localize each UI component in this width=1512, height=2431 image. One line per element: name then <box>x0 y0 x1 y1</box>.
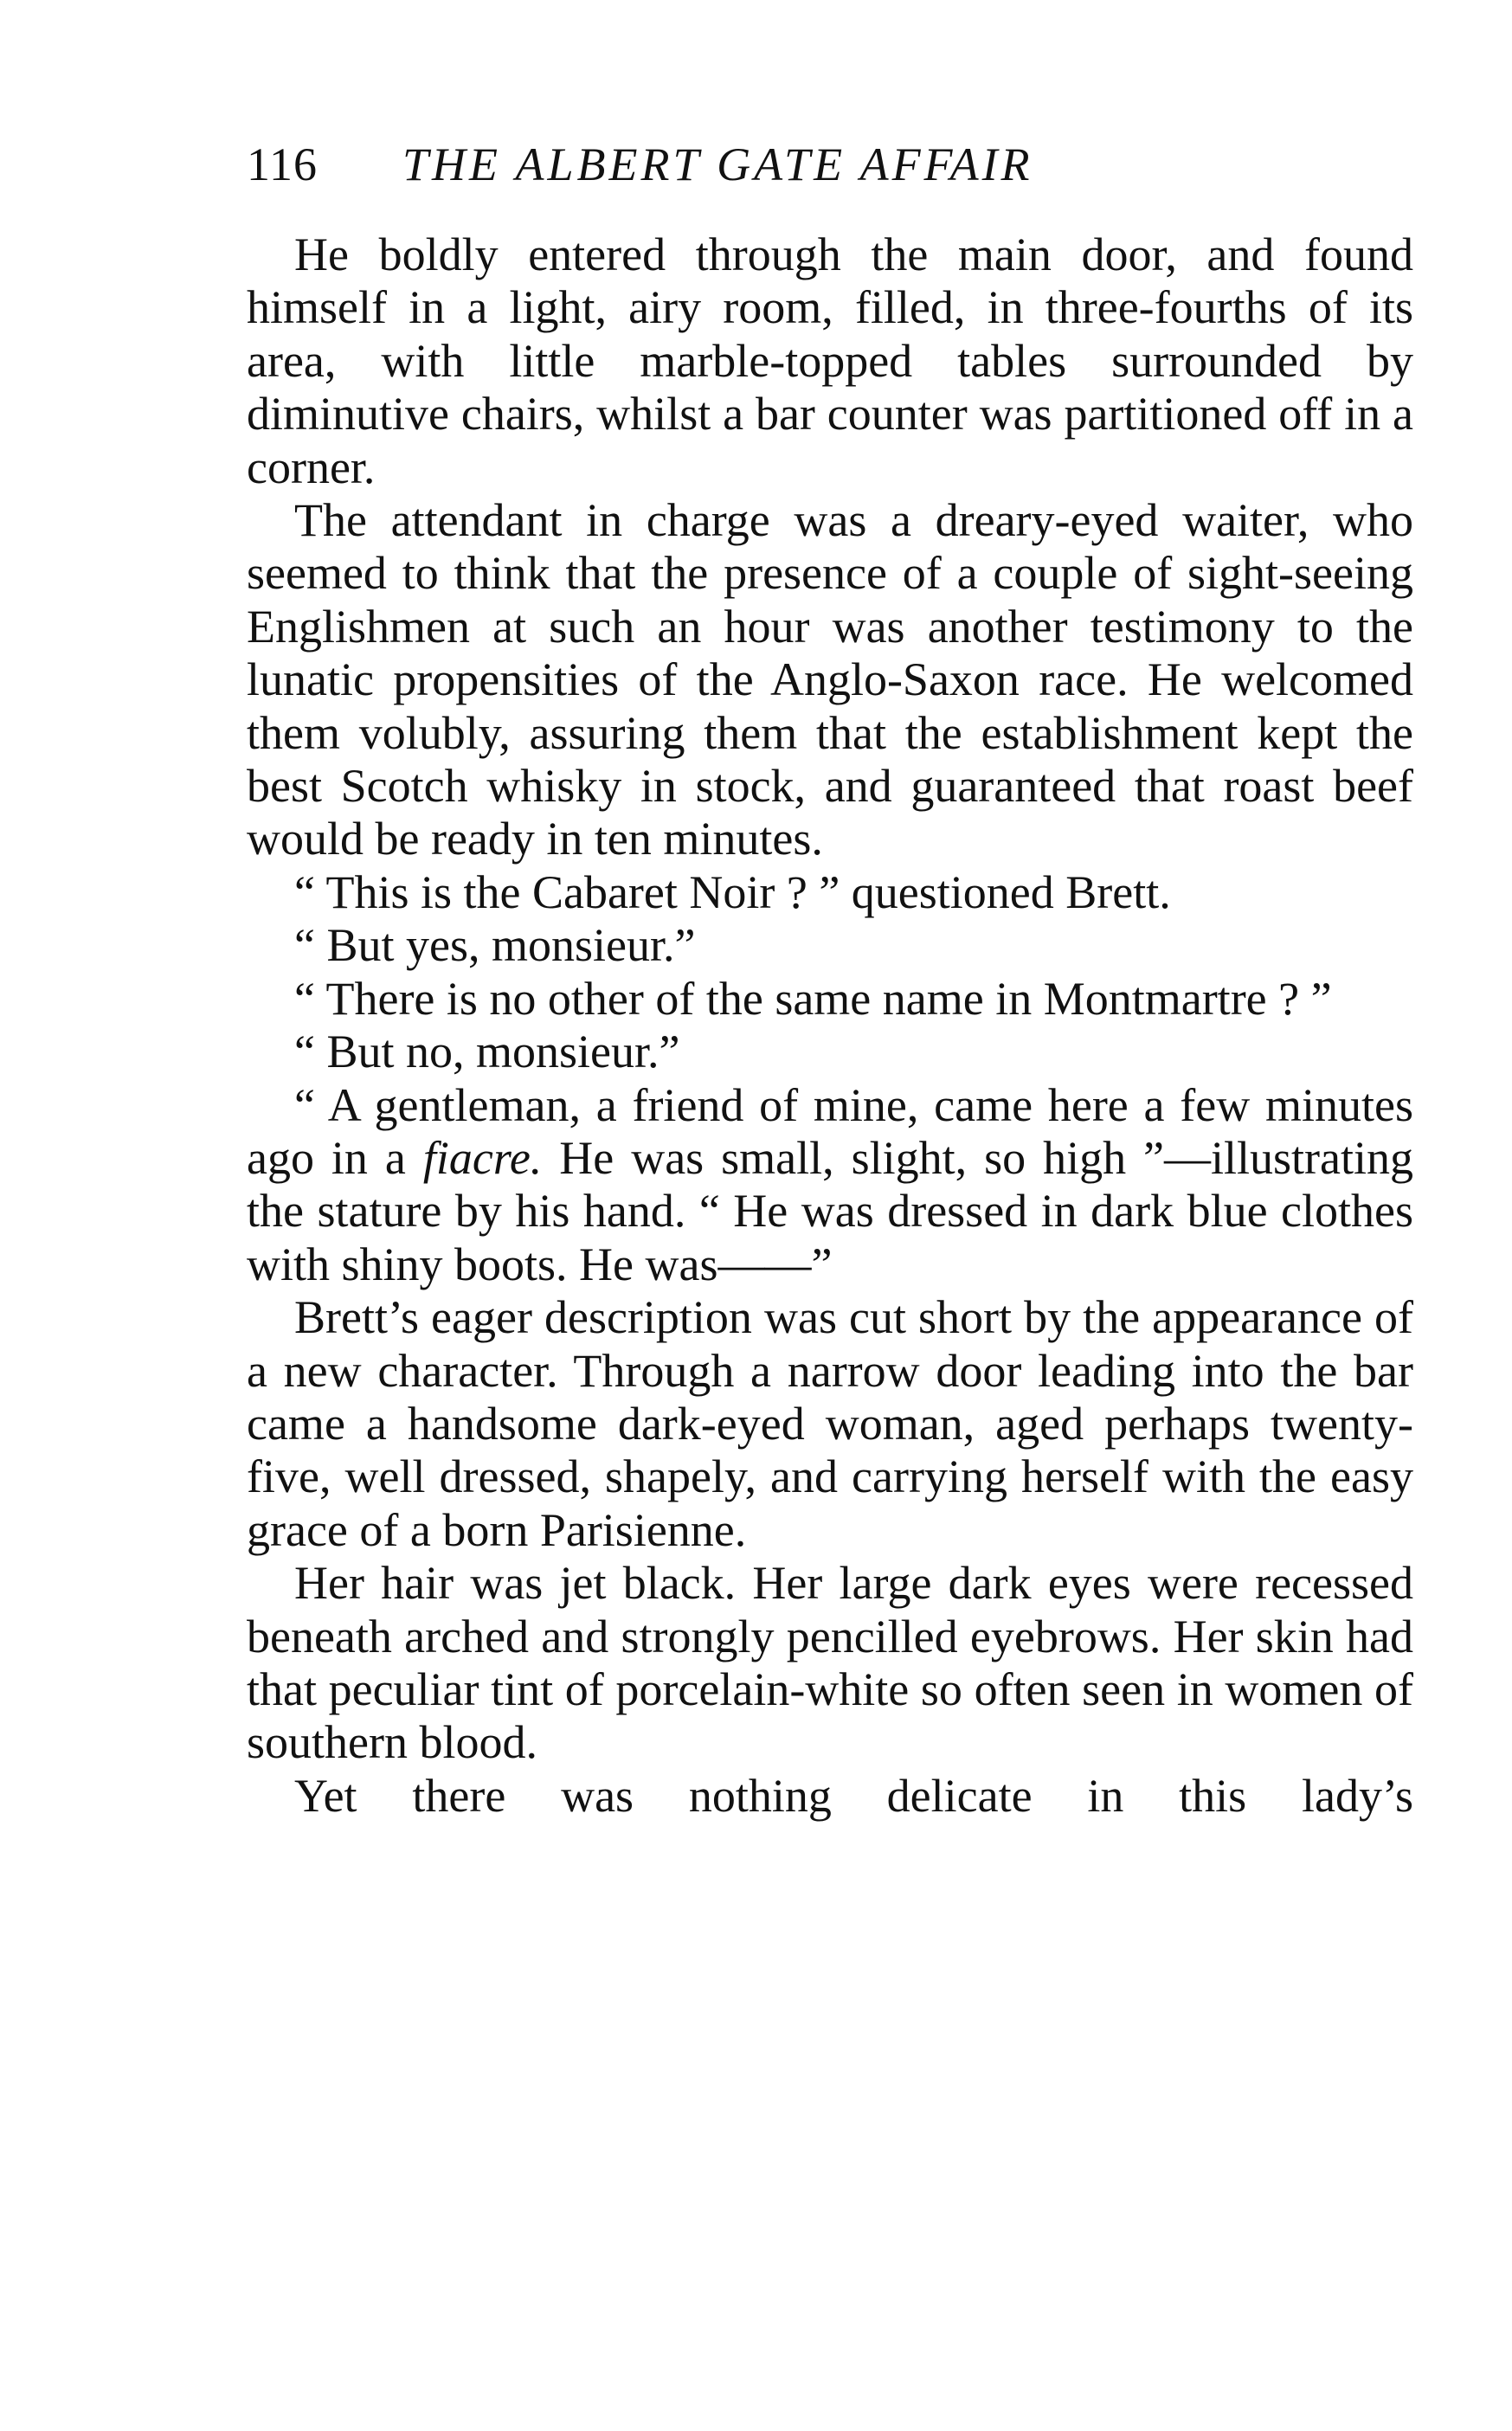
paragraph-continuing: Yet there was nothing delicate in this lady’s <box>294 1769 1413 1822</box>
gentleman-description-end: He was small, slight, so high ”—illustrating the stature by his hand. “ He was dressed in dark blue clothes with shiny boots. He was——” <box>247 1131 1413 1290</box>
page-header <box>247 130 1251 199</box>
dialogue-same-name-question: “ There is no other of the same name in Montmartre ? ” <box>294 972 1332 1025</box>
dialogue-but-yes: “ But yes, monsieur.” <box>294 919 696 972</box>
italic-word-fiacre: fiacre. <box>422 1131 543 1184</box>
dialogue-cabaret-noir-question: “ This is the Cabaret Noir ? ” questioned Brett. <box>294 865 1171 918</box>
gentleman-description-start: “ A gentleman, a friend of mine, came here a few minutes ago in a <box>247 1078 1413 1184</box>
running-title: THE ALBERT GATE AFFAIR <box>402 138 1033 190</box>
paragraph-new-character: Brett’s eager description was cut short by the appearance of a new character. Through a narrow door leading into the bar came a handsome dark-eyed woman, aged perhaps twenty-five, well dressed, shapely, and carrying herself with the easy grace of a born Parisienne. <box>247 1291 1413 1556</box>
dialogue-but-no: “ But no, monsieur.” <box>294 1026 680 1078</box>
dialogue-gentleman-description <box>247 1079 1413 1292</box>
paragraph-hair-description: Her hair was jet black. Her large dark eyes were recessed beneath arched and strongly pencilled eyebrows. Her skin had that peculiar tint of porcelain-white so often seen in women of southern blood. <box>247 1557 1413 1769</box>
page-number: 116 <box>247 138 318 190</box>
paragraph-attendant: The attendant in charge was a dreary-eyed waiter, who seemed to think that the presence of a couple of sight-seeing Englishmen at such an hour was another testimony to the lunatic propensities of the Anglo-Saxon race. He welcomed them volubly, assuring them that the establishment kept the best Scotch whisky in stock, and guaranteed that roast beef would be ready in ten minutes. <box>247 494 1413 865</box>
body-text <box>247 228 1413 1823</box>
paragraph-entering-room: He boldly entered through the main door, and found himself in a light, airy room, filled, in three-fourths of its area, with little marble-topped tables surrounded by diminutive chairs, whilst a bar counter was partitioned off in a corner. <box>247 228 1413 493</box>
